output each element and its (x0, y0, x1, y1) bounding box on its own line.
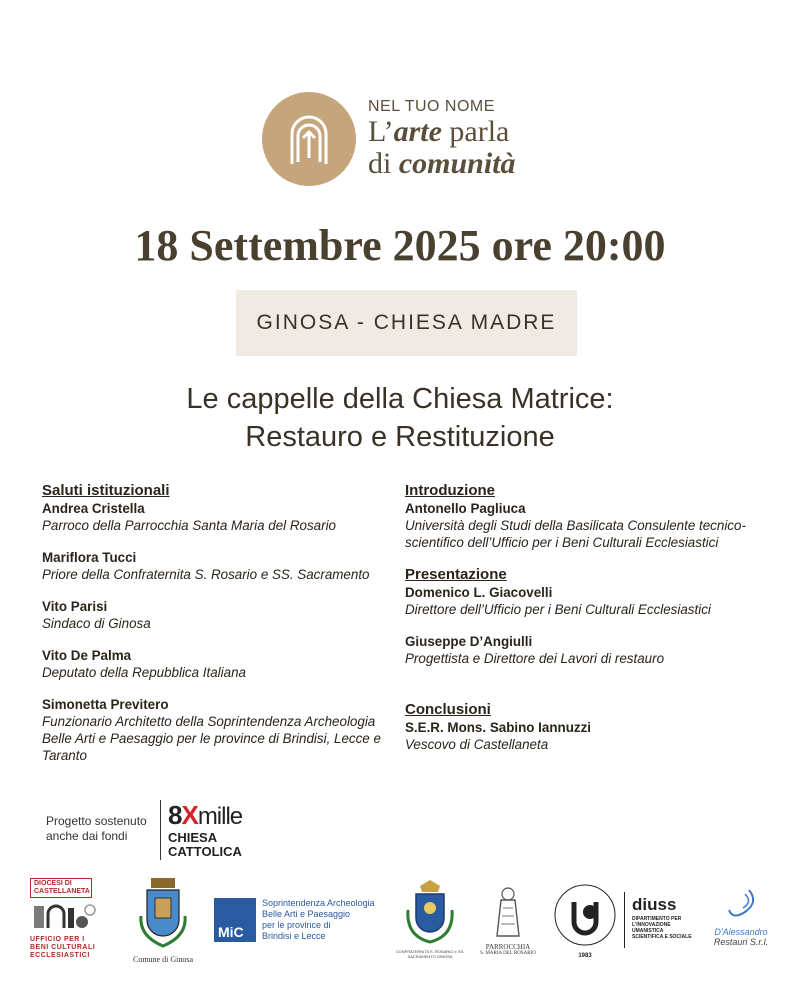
speaker-role: Funzionario Architetto della Soprintendenza Archeologia Belle Arti e Paesaggio per le province di Brindisi, Lecce e Taranto (42, 714, 381, 763)
soprintendenza-line: Brindisi e Lecce (262, 931, 326, 941)
dalessandro-line: Restauri S.r.l. (713, 937, 769, 947)
speaker-name: Simonetta Previtero (42, 697, 169, 712)
speaker-role: Deputato della Repubblica Italiana (42, 665, 246, 680)
partner-logos (0, 872, 800, 972)
comune-name: Comune di Ginosa (133, 955, 193, 964)
soprintendenza-line: Belle Arti e Paesaggio (262, 909, 351, 919)
speaker-role: Sindaco di Ginosa (42, 616, 151, 631)
comune-ginosa-logo (128, 876, 198, 968)
speaker-name: Domenico L. Giacovelli (405, 585, 553, 600)
speaker-item (42, 500, 402, 534)
soprintendenza-line: per le province di (262, 920, 331, 930)
mic-soprintendenza-logo (214, 898, 384, 948)
diocesi-line: CASTELLANETA (34, 888, 90, 895)
confraternita-logo (392, 880, 468, 966)
section-saluti: Saluti istituzionali (42, 482, 170, 499)
diocesi-logo (30, 878, 100, 966)
diuss-sub-line: L'INNOVAZIONE (632, 922, 671, 928)
speaker-name: Giuseppe D’Angiulli (405, 634, 533, 649)
arch-logo-icon (262, 92, 356, 186)
diuss-divider (624, 892, 625, 948)
speaker-role: Priore della Confraternita S. Rosario e SS. Sacramento (42, 567, 370, 582)
header-brand (262, 92, 562, 188)
brand-line-1: L’arte parla (368, 115, 510, 148)
ufficio-line: BENI CULTURALI (30, 944, 96, 951)
event-location: GINOSA - CHIESA MADRE (256, 311, 557, 334)
diuss-sub-line: UMANISTICA (632, 928, 664, 934)
unibas-logo (552, 882, 618, 962)
speaker-item (42, 647, 402, 681)
speaker-role: Vescovo di Castellaneta (405, 737, 549, 752)
speaker-name: S.E.R. Mons. Sabino Iannuzzi (405, 720, 591, 735)
left-column (42, 482, 402, 779)
speaker-item (405, 500, 775, 551)
speaker-item (405, 719, 775, 753)
diocesi-line: DIOCESI DI (34, 880, 72, 887)
cc-line: CHIESA (168, 830, 218, 845)
ufficio-line: ECCLESIASTICI (30, 952, 90, 959)
dalessandro-swirl-icon (721, 886, 761, 922)
sponsor-block (46, 798, 306, 862)
brand-text (368, 98, 516, 180)
sponsor-divider (160, 800, 161, 860)
dalessandro-line: D'Alessandro (714, 927, 768, 937)
ufficio-line: UFFICIO PER I (30, 936, 85, 943)
diuss-sub-line: DIPARTIMENTO PER (632, 916, 682, 922)
comune-crest-icon (135, 876, 191, 950)
cc-line: CATTOLICA (168, 844, 242, 859)
event-title (0, 380, 800, 456)
diocesi-label (30, 878, 92, 898)
speaker-name: Antonello Pagliuca (405, 501, 526, 516)
section-introduzione: Introduzione (405, 482, 495, 499)
dalessandro-logo (708, 886, 774, 966)
unibas-seal-icon (552, 882, 618, 948)
soprintendenza-line: Soprintendenza Archeologia (262, 898, 375, 908)
diuss-title: diuss (632, 895, 677, 914)
speaker-role: Progettista e Direttore dei Lavori di restauro (405, 651, 665, 666)
sponsor-text-line: Progetto sostenuto (46, 814, 147, 828)
confraternita-name: CONFRATERNITA S. ROSARIO e SS. SACRAMENTO GINOSA (395, 949, 465, 959)
brand-top: NEL TUO NOME (368, 98, 495, 115)
section-presentazione: Presentazione (405, 566, 507, 583)
speaker-name: Vito Parisi (42, 599, 108, 614)
unibas-name (552, 872, 752, 873)
right-column (405, 482, 775, 768)
speaker-item (42, 549, 402, 583)
otto-per-mille-logo (168, 800, 242, 859)
parrocchia-line: PARROCCHIA (485, 943, 531, 951)
event-date: 18 Settembre 2025 ore 20:00 (134, 221, 666, 270)
diuss-logo (624, 892, 698, 952)
speaker-role: Università degli Studi della Basilicata Consulente tecnico-scientifico dell’Ufficio per i Beni Culturali Ecclesiastici (405, 518, 746, 550)
speaker-role: Direttore dell’Ufficio per i Beni Culturali Ecclesiastici (405, 602, 711, 617)
speaker-item (42, 696, 402, 764)
otto-per-mille-mark: 8Xmille (168, 800, 243, 830)
diuss-subtitle (632, 916, 692, 940)
speaker-name: Andrea Cristella (42, 501, 145, 516)
madonna-icon (493, 886, 523, 938)
diocesi-emblem-icon (30, 900, 96, 936)
speaker-role: Parroco della Parrocchia Santa Maria del Rosario (42, 518, 336, 533)
location-box (236, 290, 577, 356)
speaker-name: Mariflora Tucci (42, 550, 137, 565)
speaker-item (405, 584, 775, 618)
sponsor-text (46, 814, 147, 844)
parrocchia-logo (476, 886, 540, 964)
event-title-line-1: Le cappelle della Chiesa Matrice: (186, 383, 614, 415)
soprintendenza-text (262, 898, 375, 942)
speaker-item (405, 633, 775, 667)
mic-icon (214, 898, 256, 942)
brand-line-2: di comunità (368, 147, 516, 180)
sponsor-text-line: anche dai fondi (46, 829, 128, 843)
unibas-year: 1983 (578, 953, 592, 959)
section-conclusioni: Conclusioni (405, 701, 491, 718)
event-title-line-2: Restauro e Restituzione (245, 421, 555, 453)
diuss-sub-line: SCIENTIFICA E SOCIALE (632, 934, 692, 940)
mic-label: MiC (218, 924, 244, 940)
parrocchia-line: S. MARIA DEL ROSARIO (480, 951, 536, 956)
speaker-name: Vito De Palma (42, 648, 132, 663)
speaker-item (42, 598, 402, 632)
confraternita-crest-icon (402, 880, 458, 944)
